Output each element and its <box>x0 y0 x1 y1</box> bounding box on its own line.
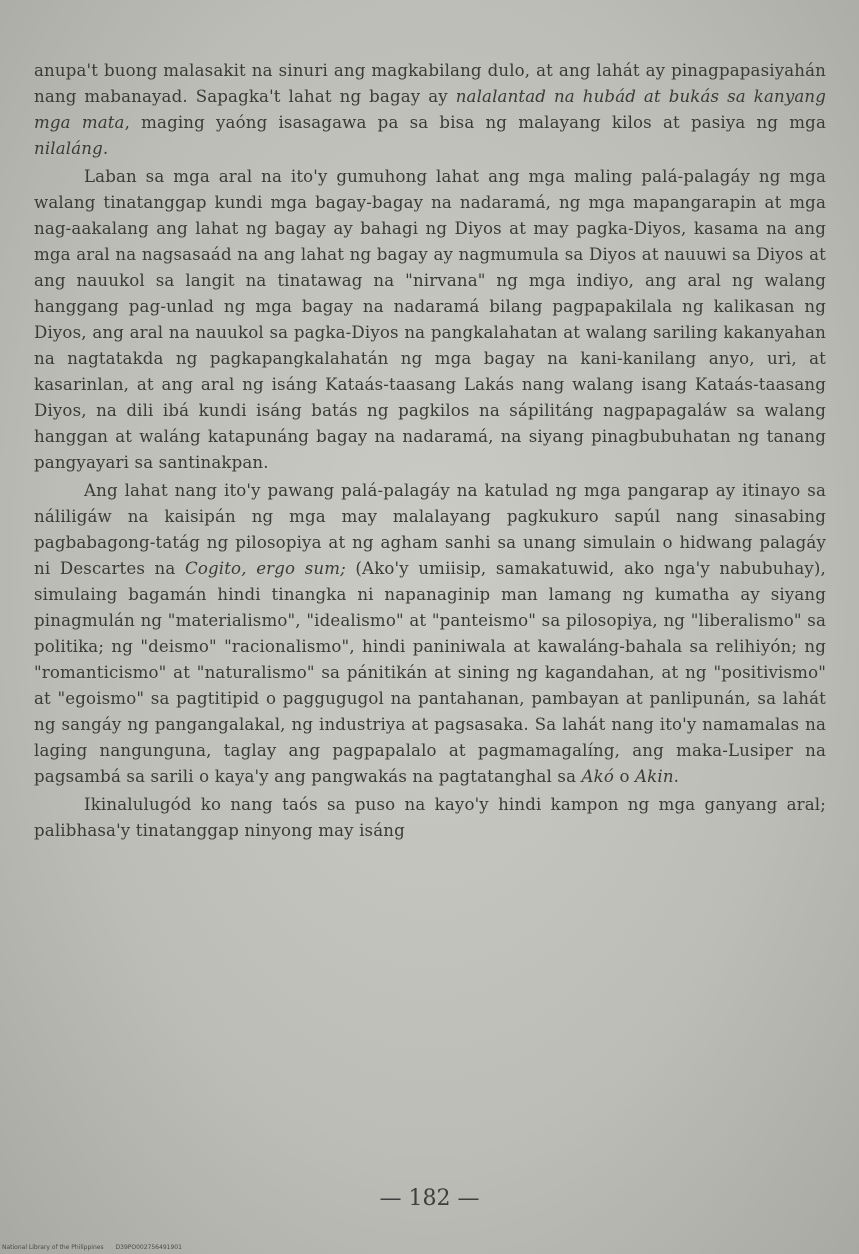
text-run: (Ako'y umiisip, samakatuwid, ako nga'y nabubuhay), simulaing bagamán hindi tinangka ni napanaginip man lamang ng kumatha ay siyang pinagmulán ng "materialismo", "idealismo" at "panteismo" sa pilosopiya, ng "liberalismo" sa politika; ng "deismo" "racionalismo", hindi paniniwala at kawaláng-bahala sa relihiyón; ng "romanticismo" at "naturalismo" sa pánitikán at sining ng kagandahan, at ng "positivismo" at "egoismo" sa pagtitipid o paggugugol na pantahanan, pambayan at panlipunán, sa lahát ng sangáy ng pangangalakal, ng industriya at pagsasaka. Sa lahát nang ito'y namamalas na laging nangunguna, taglay ang pagpapalalo at pagmamagalíng, ang maka-Lusiper na pagsambá sa sarili o kaya'y ang pangwakás na pagtatanghal sa <box>34 559 826 786</box>
paragraph-4 <box>34 792 826 844</box>
text-run: , maging yaóng isasagawa pa sa bisa ng malayang kilos at pasiya ng mga <box>124 113 826 132</box>
page-body <box>34 58 826 844</box>
text-run-italic: nilaláng <box>34 139 103 158</box>
scan-footer <box>2 1244 192 1251</box>
footer-library: National Library of the Philippines <box>2 1244 104 1251</box>
paragraph-3 <box>34 478 826 790</box>
text-run: Ang lahat nang ito'y pawang palá-palagáy na katulad ng mga pangarap ay itinayo sa náliligáw na kaisipán ng mga may malalayang pagkukuro sapúl nang sinasabing pagbabagong-tatág ng pilosopiya at ng agham sanhi sa unang simulain o hidwang palagáy ni Descartes na <box>34 481 826 578</box>
text-run: . <box>673 767 680 786</box>
text-run-italic: nalalantad na hubád at bukás sa kanyang mga mata <box>34 87 826 132</box>
text-run-italic: Cogito, ergo sum; <box>185 559 346 578</box>
text-run: o <box>614 767 636 786</box>
text-run: anupa't buong malasakit na sinuri ang magkabilang dulo, at ang lahát ay pinagpapasiyahán nang mabanayad. Sapagka't lahat ng bagay ay <box>34 61 826 106</box>
text-run: Ikinalulugód ko nang taós sa puso na kayo'y hindi kampon ng mga ganyang aral; palibhasa'y tinatanggap ninyong may isáng <box>34 795 826 840</box>
paragraph-2 <box>34 164 826 476</box>
paragraph-1 <box>34 58 826 162</box>
footer-code: D39PO002756491901 <box>115 1244 182 1251</box>
text-run: Laban sa mga aral na ito'y gumuhong lahat ang mga maling palá-palagáy ng mga walang tinatanggap kundi mga bagay-bagay na nadaramá, ng mga mapangarapin at mga nag-aakalang ang lahat ng bagay ay bahagi ng Diyos at may pagka-Diyos, kasama na ang mga aral na nagsasaád na ang lahat ng bagay ay nagmumula sa Diyos at nauuwi sa Diyos at ang nauukol sa langit na tinatawag na "nirvana" ng mga indiyo, ang aral ng walang hanggang pag-unlad ng mga bagay na nadaramá bilang pagpapakilala ng kalikasan ng Diyos, ang aral na nauukol sa pagka-Diyos na pangkalahatan at walang sariling kakanyahan na nagtatakda ng pagkapangkalahatán ng mga bagay na kani-kanilang anyo, uri, at kasarinlan, at ang aral ng isáng Kataás-taasang Lakás nang walang isang Kataás-taasang Diyos, na dili ibá kundi isáng batás ng pagkilos na sápilitáng nagpapagaláw sa walang hanggan at waláng katapunáng bagay na nadaramá, na siyang pinagbubuhatan ng tanang pangyayari sa santinakpan. <box>34 167 826 472</box>
text-run: . <box>102 139 109 158</box>
text-run-italic: Akó <box>581 767 615 786</box>
page-number: — 182 — <box>379 1186 480 1211</box>
text-run-italic: Akin <box>635 767 674 786</box>
